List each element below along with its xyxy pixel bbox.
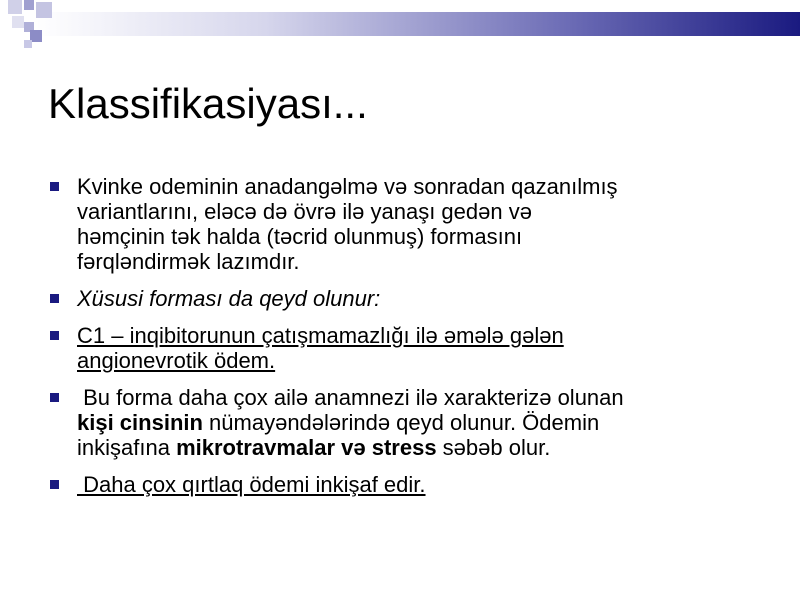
- deco-square: [36, 2, 52, 18]
- bold-text: kişi cinsinin: [77, 410, 203, 435]
- underlined-text: C1 – inqibitorunun çatışmamazlığı ilə əmələ gələn: [77, 323, 564, 348]
- deco-square: [12, 16, 24, 28]
- deco-square: [8, 0, 22, 14]
- decorative-header: [0, 0, 800, 60]
- gradient-bar: [36, 12, 800, 36]
- text-line: Kvinke odeminin anadangəlmə və sonradan qazanılmış: [77, 174, 618, 199]
- text-line: həmçinin tək halda (təcrid olunmuş) formasını: [77, 224, 523, 249]
- bullet-item: [48, 174, 763, 274]
- italic-text: Xüsusi forması da qeyd olunur:: [77, 286, 381, 311]
- slide-title: Klassifikasiyası...: [48, 80, 368, 127]
- underlined-text: Daha çox qırtlaq ödemi inkişaf edir.: [77, 472, 426, 497]
- deco-square: [24, 40, 32, 48]
- bullet-item: [48, 472, 763, 497]
- underlined-text: angionevrotik ödem.: [77, 348, 276, 373]
- text-line: fərqləndirmək lazımdır.: [77, 249, 300, 274]
- bold-text: mikrotravmalar və stress: [176, 435, 437, 460]
- text-line: Bu forma daha çox ailə anamnezi ilə xarakterizə olunan: [77, 385, 624, 410]
- bullet-item: [48, 286, 763, 311]
- text-span: səbəb olur.: [436, 435, 551, 460]
- bullet-item: [48, 323, 763, 373]
- bullet-list: [48, 174, 763, 509]
- bullet-item: [48, 385, 763, 460]
- text-line: variantlarını, eləcə də övrə ilə yanaşı gedən və: [77, 199, 532, 224]
- text-span: nümayəndələrində qeyd olunur. Ödemin: [202, 410, 600, 435]
- deco-square: [24, 0, 34, 10]
- text-span: inkişafına: [77, 435, 177, 460]
